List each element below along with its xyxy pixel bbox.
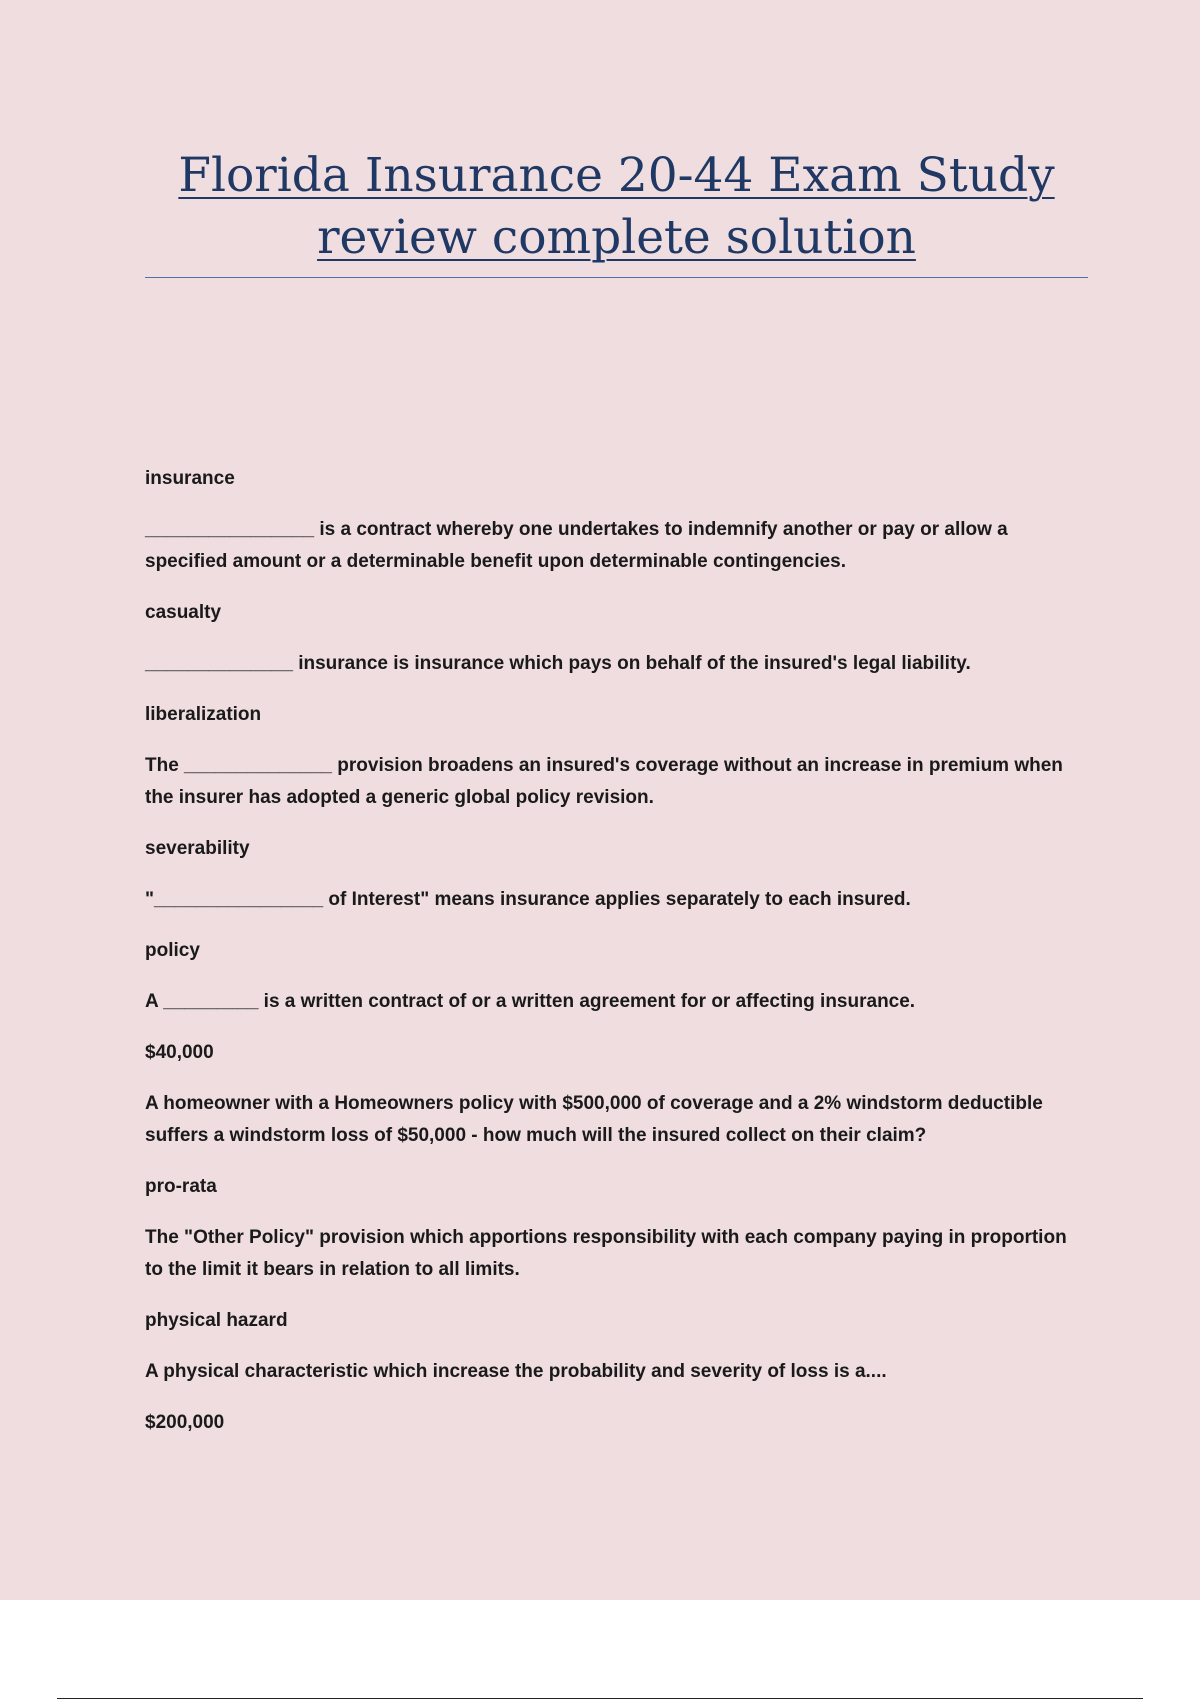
term: $40,000 [145, 1042, 214, 1063]
title-divider [145, 277, 1088, 278]
entry-insurance [145, 463, 1085, 578]
term: policy [145, 940, 200, 961]
definition: "________________ of Interest" means insurance applies separately to each insured. [145, 889, 911, 910]
definition: ______________ insurance is insurance which pays on behalf of the insured's legal liability. [145, 653, 971, 674]
entry-40000 [145, 1037, 1085, 1152]
entry-casualty [145, 597, 1085, 680]
definition: The "Other Policy" provision which apportions responsibility with each company paying in proportion to the limit it bears in relation to all limits. [145, 1227, 1067, 1280]
entry-policy [145, 935, 1085, 1018]
entry-liberalization [145, 699, 1085, 814]
definition: A _________ is a written contract of or a written agreement for or affecting insurance. [145, 991, 916, 1012]
term: insurance [145, 468, 235, 489]
footer-divider [57, 1698, 1143, 1699]
definition: A physical characteristic which increase the probability and severity of loss is a.... [145, 1361, 887, 1382]
title-line-2: review complete solution [317, 210, 916, 265]
document-title [145, 145, 1088, 269]
term: $200,000 [145, 1412, 225, 1433]
entry-200000 [145, 1407, 1085, 1439]
definition: ________________ is a contract whereby one undertakes to indemnify another or pay or allow a specified amount or a determinable benefit upon determinable contingencies. [145, 519, 1008, 572]
term: liberalization [145, 704, 262, 725]
term: severability [145, 838, 250, 859]
title-line-1: Florida Insurance 20-44 Exam Study [178, 148, 1055, 203]
term: pro-rata [145, 1176, 217, 1197]
definition: A homeowner with a Homeowners policy with $500,000 of coverage and a 2% windstorm deductible suffers a windstorm loss of $50,000 - how much will the insured collect on their claim? [145, 1093, 1043, 1146]
entry-severability [145, 833, 1085, 916]
term: physical hazard [145, 1310, 288, 1331]
term: casualty [145, 602, 222, 623]
definition: The ______________ provision broadens an insured's coverage without an increase in premium when the insurer has adopted a generic global policy revision. [145, 755, 1063, 808]
entry-pro-rata [145, 1171, 1085, 1286]
flashcard-list [145, 463, 1085, 1458]
entry-physical-hazard [145, 1305, 1085, 1388]
